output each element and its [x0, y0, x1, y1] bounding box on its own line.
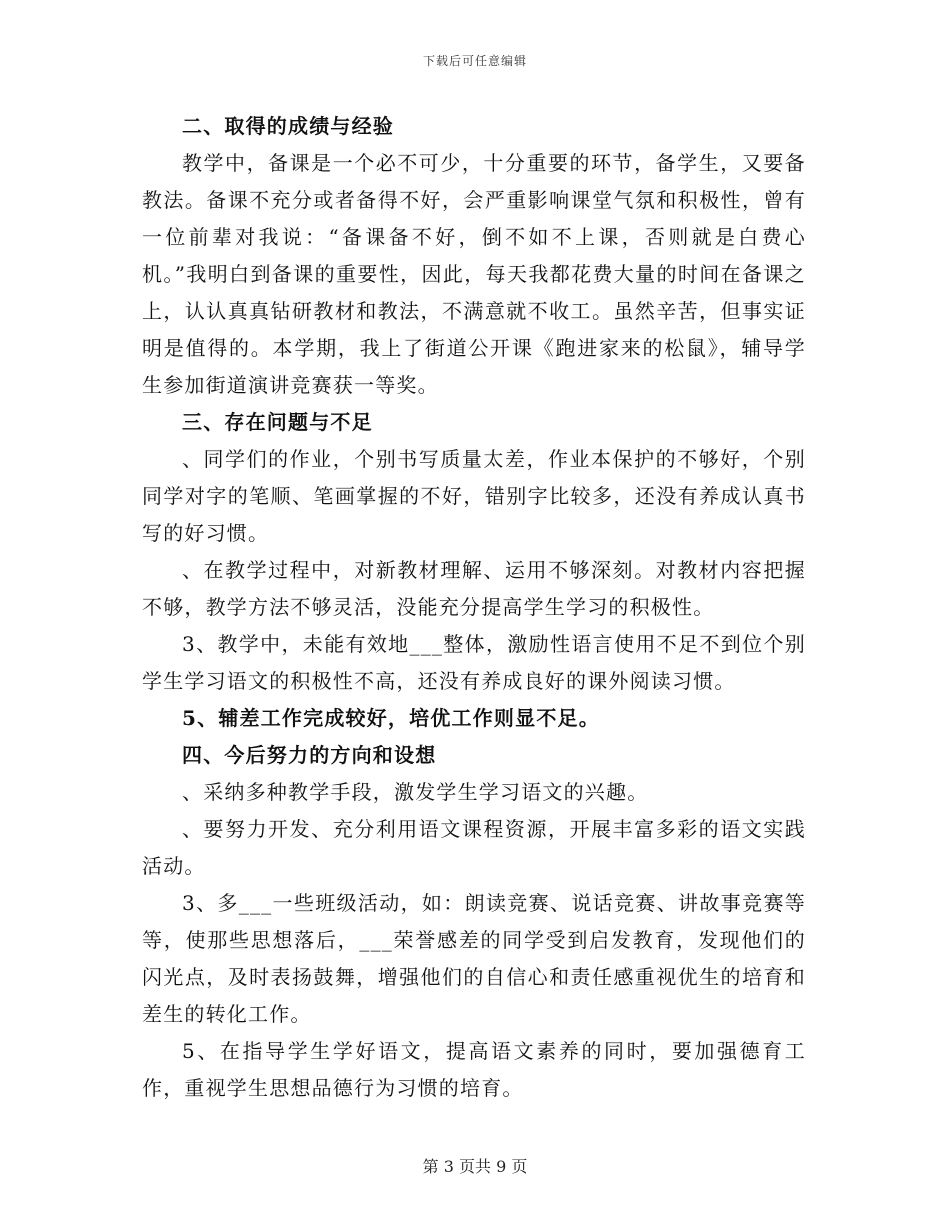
page-header: 下载后可任意编辑 [422, 54, 527, 68]
paragraph: 教学中，备课是一个必不可少，十分重要的环节，备学生，又要备教法。备课不充分或者备得不好，会严重影响课堂气氛和积极性，曾有一位前辈对我说：“备课备不好，倒不如不上课，否则就是白费心机。”我明白到备课的重要性，因此，每天我都花费大量的时间在备课之上，认认真真钻研教材和教法，不满意就不收工。虽然辛苦，但事实证明是值得的。本学期，我上了街道公开课《跑进家来的松鼠》，辅导学生参加街道演讲竞赛获一等奖。 [142, 151, 806, 397]
document-body [142, 108, 806, 1107]
page-footer: 第 3 页共 9 页 [422, 1157, 528, 1176]
section-heading-future: 四、今后努力的方向和设想 [182, 743, 437, 767]
paragraph: 3、多___一些班级活动，如：朗读竞赛、说话竞赛、讲故事竞赛等等，使那些思想落后，___荣誉感差的同学受到启发教育，发现他们的闪光点，及时表扬鼓舞，增强他们的自信心和责任感重视优生的培育和差生的转化工作。 [142, 891, 806, 1026]
paragraph: 、采纳多种教学手段，激发学生学习语文的兴趣。 [182, 780, 649, 804]
paragraph: 、同学们的作业，个别书写质量太差，作业本保护的不够好，个别同学对字的笔顺、笔画掌握的不好，错别字比较多，还没有养成认真书写的好习惯。 [142, 447, 806, 545]
section-heading-problems: 三、存在问题与不足 [182, 410, 373, 434]
paragraph: 5、在指导学生学好语文，提高语文素养的同时，要加强德育工作，重视学生思想品德行为习惯的培育。 [142, 1039, 806, 1100]
paragraph: 5、辅差工作完成较好，培优工作则显不足。 [182, 706, 600, 730]
section-heading-achievements: 二、取得的成绩与经验 [182, 114, 394, 138]
paragraph: 、要努力开发、充分利用语文课程资源，开展丰富多彩的语文实践活动。 [142, 817, 806, 878]
paragraph: 3、教学中，未能有效地___整体，激励性语言使用不足不到位个别学生学习语文的积极性不高，还没有养成良好的课外阅读习惯。 [142, 632, 806, 693]
paragraph: 、在教学过程中，对新教材理解、运用不够深刻。对教材内容把握不够，教学方法不够灵活，没能充分提高学生学习的积极性。 [142, 558, 806, 619]
